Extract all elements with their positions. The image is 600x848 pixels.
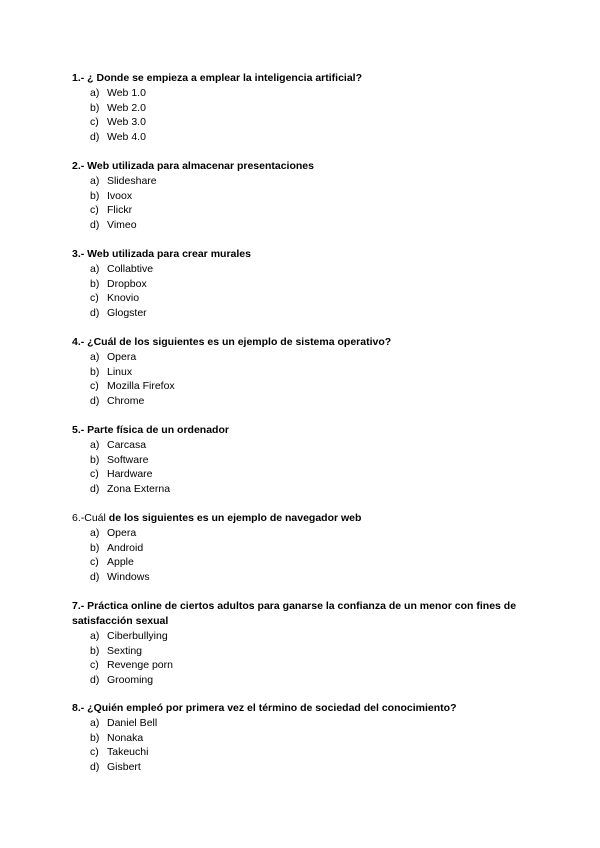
option-text: Glogster [107,307,147,320]
question-8 [72,701,542,775]
option-d [90,130,542,145]
option-letter: a) [90,717,100,729]
option-letter: b) [90,453,100,466]
option-c [90,658,542,673]
option-b [90,644,542,659]
option-list [72,262,542,321]
question-3 [72,247,542,321]
question-title: 1.- ¿ Donde se empieza a emplear la inteligencia artificial? [72,72,363,84]
option-text: Knovio [107,292,140,305]
option-text: Flickr [107,204,133,217]
option-text: Web 1.0 [107,87,146,99]
option-text: Web 2.0 [107,101,146,114]
option-letter: b) [90,731,100,744]
option-a [90,526,542,541]
option-letter: a) [90,439,100,451]
option-letter: b) [90,189,100,202]
option-text: Linux [107,365,133,378]
option-letter: b) [90,365,100,378]
option-list [72,86,542,145]
option-c [90,115,542,130]
option-letter: a) [90,263,100,275]
option-text: Ciberbullying [107,630,168,642]
option-list [72,350,542,409]
option-text: Ivoox [107,189,133,202]
option-letter: c) [90,116,99,129]
option-letter: b) [90,541,100,554]
question-title: 8.- ¿Quién empleó por primera vez el término de sociedad del conocimiento? [72,702,457,714]
option-d [90,218,542,233]
option-text: Sexting [107,644,143,657]
option-text: Gisbert [107,761,141,774]
question-title: 5.- Parte física de un ordenador [72,424,229,436]
question-1 [72,71,542,145]
option-text: Opera [107,351,137,363]
option-letter: a) [90,175,100,187]
option-list [72,174,542,233]
question-4 [72,335,542,409]
option-text: Chrome [107,395,145,408]
option-c [90,379,542,394]
option-text: Nonaka [107,731,144,744]
option-letter: c) [90,659,99,672]
question-title: 4.- ¿Cuál de los siguientes es un ejemplo de sistema operativo? [72,336,392,348]
option-d [90,570,542,585]
option-d [90,673,542,688]
question-7 [72,599,542,688]
option-b [90,101,542,116]
option-c [90,555,542,570]
option-c [90,203,542,218]
question-title-text: de los siguientes es un ejemplo de navegador web [105,512,362,524]
option-text: Web 3.0 [107,116,146,129]
option-b [90,277,542,292]
option-text: Apple [107,556,134,569]
option-list [72,716,542,775]
option-list [72,438,542,497]
option-text: Opera [107,527,137,539]
option-a [90,174,542,189]
option-letter: d) [90,571,100,584]
question-6 [72,511,542,585]
option-letter: c) [90,468,99,481]
option-letter: c) [90,380,99,393]
question-2 [72,159,542,233]
option-letter: c) [90,746,99,759]
option-a [90,716,542,731]
option-d [90,394,542,409]
option-letter: d) [90,307,100,320]
option-d [90,482,542,497]
option-text: Web 4.0 [107,131,146,144]
option-d [90,760,542,775]
option-text: Carcasa [107,439,147,451]
option-b [90,189,542,204]
option-letter: d) [90,674,100,687]
option-b [90,541,542,556]
option-text: Zona Externa [107,483,171,496]
option-a [90,262,542,277]
option-list [72,526,542,585]
option-text: Grooming [107,674,154,687]
option-letter: d) [90,395,100,408]
question-5 [72,423,542,497]
option-b [90,453,542,468]
option-letter: b) [90,101,100,114]
option-letter: d) [90,761,100,774]
option-list [72,629,542,688]
option-letter: d) [90,131,100,144]
option-text: Mozilla Firefox [107,380,175,393]
option-text: Takeuchi [107,746,149,759]
option-text: Android [107,541,144,554]
option-b [90,731,542,746]
option-letter: d) [90,219,100,232]
question-title-prefix: 6.-Cuál [72,512,106,524]
question-title: 7.- Práctica online de ciertos adultos para ganarse la confianza de un menor con fines de satisfacción sexual [72,600,517,627]
option-letter: a) [90,527,100,539]
option-text: Slideshare [107,175,157,187]
option-letter: a) [90,87,100,99]
option-a [90,350,542,365]
option-text: Hardware [107,468,153,481]
option-d [90,306,542,321]
option-text: Software [107,453,149,466]
option-text: Dropbox [107,277,147,290]
option-letter: a) [90,630,100,642]
option-text: Daniel Bell [107,717,158,729]
option-c [90,467,542,482]
option-a [90,438,542,453]
option-text: Collabtive [107,263,154,275]
option-letter: c) [90,292,99,305]
option-letter: d) [90,483,100,496]
question-title: 2.- Web utilizada para almacenar presentaciones [72,160,314,172]
option-text: Vimeo [107,219,137,232]
option-a [90,629,542,644]
option-letter: b) [90,644,100,657]
option-b [90,365,542,380]
option-text: Windows [107,571,150,584]
option-c [90,291,542,306]
option-letter: a) [90,351,100,363]
question-title [72,511,542,526]
question-title: 3.- Web utilizada para crear murales [72,248,251,260]
option-a [90,86,542,101]
option-c [90,745,542,760]
option-text: Revenge porn [107,659,173,672]
option-letter: c) [90,556,99,569]
option-letter: b) [90,277,100,290]
option-letter: c) [90,204,99,217]
